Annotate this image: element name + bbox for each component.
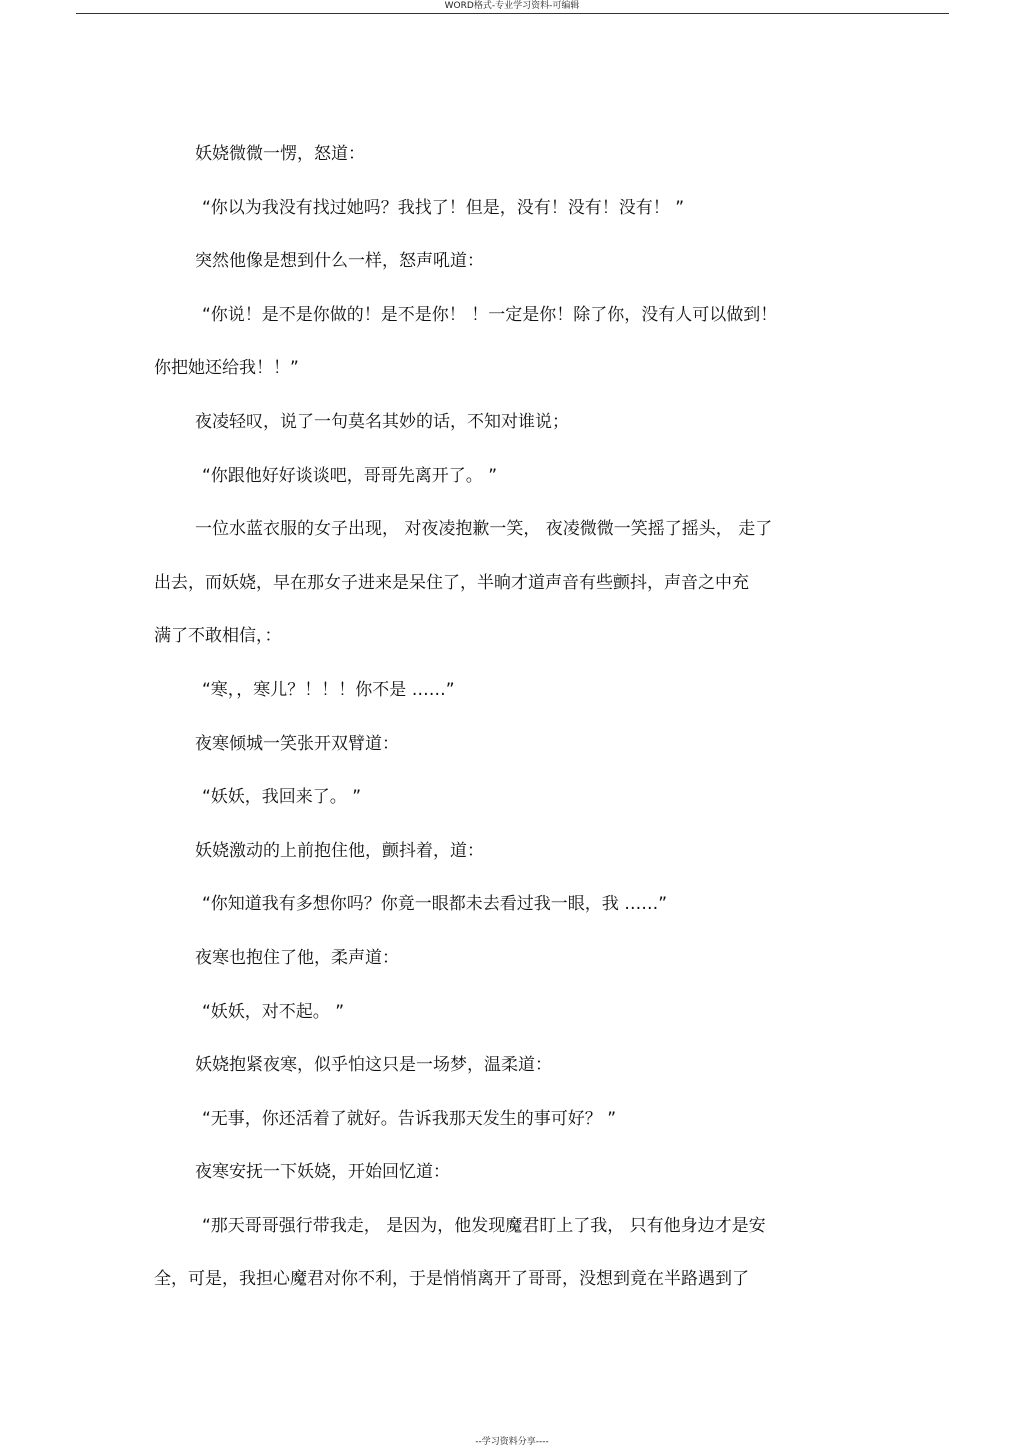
paragraph-line: 夜寒也抱住了他，柔声道： xyxy=(195,947,399,968)
paragraph-line: 你把她还给我！！” xyxy=(154,358,299,379)
paragraph-line: 一位水蓝衣服的女子出现， 对夜凌抱歉一笑， 夜凌微微一笑摇了摇头， 走了 xyxy=(195,519,773,540)
page-header: WORD格式-专业学习资料-可编辑 xyxy=(444,1,580,11)
paragraph-line: 全，可是，我担心魔君对你不利，于是悄悄离开了哥哥，没想到竟在半路遇到了 xyxy=(154,1269,749,1290)
paragraph-line: “妖妖，对不起。 ” xyxy=(202,1001,345,1022)
paragraph-line: “寒，，寒儿？！！！你不是 ……” xyxy=(202,679,455,700)
paragraph-line: 妖娆微微一愣，怒道： xyxy=(195,144,365,164)
paragraph-line: 夜凌轻叹，说了一句莫名其妙的话，不知对谁说； xyxy=(195,411,569,432)
paragraph-line: “你以为我没有找过她吗？我找了！但是，没有！没有！没有！ ” xyxy=(202,197,685,218)
header-divider xyxy=(76,13,949,14)
paragraph-line: “那天哥哥强行带我走， 是因为，他发现魔君盯上了我， 只有他身边才是安 xyxy=(202,1215,766,1236)
paragraph-line: 夜寒安抚一下妖娆，开始回忆道： xyxy=(195,1162,450,1183)
page-footer: --学习资料分享---- xyxy=(475,1437,549,1447)
paragraph-line: 出去，而妖娆，早在那女子进来是呆住了，半晌才道声音有些颤抖，声音之中充 xyxy=(154,572,749,593)
paragraph-line: 突然他像是想到什么一样，怒声吼道： xyxy=(195,251,484,272)
paragraph-line: 妖娆抱紧夜寒，似乎怕这只是一场梦，温柔道： xyxy=(195,1055,552,1076)
document-body xyxy=(154,128,784,1307)
paragraph-line: 妖娆激动的上前抱住他，颤抖着，道： xyxy=(195,840,484,861)
paragraph-line: “你说！是不是你做的！是不是你！ ！一定是你！除了你，没有人可以做到！ xyxy=(202,304,778,325)
paragraph-line: “妖妖，我回来了。 ” xyxy=(202,787,362,808)
paragraph-line: “无事，你还活着了就好。告诉我那天发生的事可好？ ” xyxy=(202,1108,617,1129)
paragraph-line: “你知道我有多想你吗？你竟一眼都未去看过我一眼，我 ……” xyxy=(202,894,668,915)
paragraph-line: 满了不敢相信，： xyxy=(154,626,282,647)
paragraph-line: “你跟他好好谈谈吧，哥哥先离开了。 ” xyxy=(202,465,498,486)
paragraph-line: 夜寒倾城一笑张开双臂道： xyxy=(195,733,399,754)
